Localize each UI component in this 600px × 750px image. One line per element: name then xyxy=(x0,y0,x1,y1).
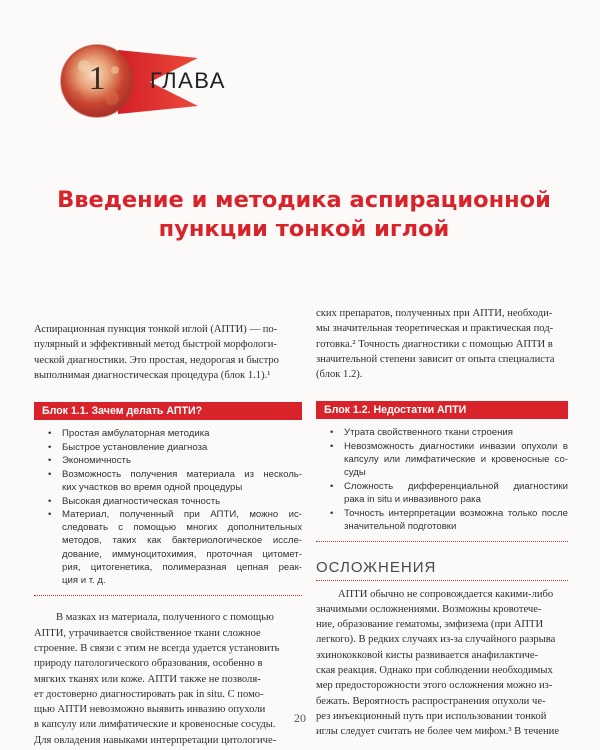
text-line: В мазках из материала, полученного с помощью xyxy=(56,612,274,624)
box-1-2-header: Блок 1.2. Недостатки АПТИ xyxy=(316,401,568,419)
box-1-1-header: Блок 1.1. Зачем делать АПТИ? xyxy=(34,402,302,420)
text-line: готовка.² Точность диагностики с помощью АПТИ в xyxy=(316,338,553,350)
page-number: 20 xyxy=(294,711,306,725)
text-line: эхинококковой кисты развивается анафилактиче- xyxy=(316,649,539,661)
text-line: бежать. Вероятность распространения опухоли че- xyxy=(316,695,546,707)
text-line: ских препаратов, полученных при АПТИ, необходи- xyxy=(316,308,553,319)
text-line: АПТИ, утрачивается свойственное ткани сложное xyxy=(34,627,261,639)
text-line: щью АПТИ невозможно выявить инвазию опухоли xyxy=(34,704,266,716)
text-line: мы значительная теоретическая и практическая под- xyxy=(316,323,554,335)
text-line: выполнимая диагностическая процедура (блок 1.1).¹ xyxy=(34,369,271,381)
list-item: • Экономичность xyxy=(34,454,302,467)
chapter-title-line: пункции тонкой иглой xyxy=(158,216,450,242)
text-line: в капсулу или лимфатические и кровеносные сосуды. xyxy=(34,719,276,731)
text-line: иглы следует считать не более чем мифом.³ В течение xyxy=(316,726,560,738)
chapter-title xyxy=(30,186,578,244)
box-1-1 xyxy=(34,420,302,596)
list-item: • Быстрое установление диагноза xyxy=(34,441,302,454)
chapter-number: 1 xyxy=(88,60,106,97)
text-line: ние, образование гематомы, эмфизема (при АПТИ xyxy=(316,619,544,631)
chapter-header xyxy=(0,0,600,160)
text-line: Аспирационная пункция тонкой иглой (АПТИ) — по- xyxy=(34,324,278,335)
text-line: природу патологического образования, особенно в xyxy=(34,658,263,670)
intro-paragraph xyxy=(34,322,302,383)
text-line: значимыми осложнениями. Возможны кровотече- xyxy=(316,603,542,615)
text-line: рез инъекционный путь при использовании тонкой xyxy=(316,710,547,722)
list-item: • Высокая диагностическая точность xyxy=(34,495,302,508)
chapter-label: ГЛАВА xyxy=(150,68,226,93)
list-item: • Сложность дифференциальной диагностики рака in situ и инвазивного рака xyxy=(316,480,568,506)
left-column xyxy=(34,322,302,748)
text-line: мер предосторожности этого осложнения можно из- xyxy=(316,680,553,692)
text-line: ческой диагностики. Это простая, недорогая и быстро xyxy=(34,354,279,366)
body-paragraph xyxy=(34,610,302,748)
list-item: • Простая амбулаторная методика xyxy=(34,427,302,440)
section-title: ОСЛОЖНЕНИЯ xyxy=(316,560,568,580)
list-item: • Утрата свойственного ткани строения xyxy=(316,426,568,439)
text-line: ская реакция. Однако при соблюдении необходимых xyxy=(316,665,553,677)
chapter-title-line: Введение и методика аспирационной xyxy=(57,187,551,213)
list-item: • Точность интерпретации возможна только после значительной подготовки xyxy=(316,507,568,533)
text-line: строение. В связи с этим не всегда удается установить xyxy=(34,642,280,654)
text-line: Для овладения навыками интерпретации цитологиче- xyxy=(34,734,277,746)
text-line: мягких тканях или коже. АПТИ также не позволя- xyxy=(34,673,261,685)
text-line: (блок 1.2). xyxy=(316,369,363,381)
list-item: • Возможность получения материала из несколь- ких участков во время одной процедуры xyxy=(34,468,302,494)
text-line: ет достоверно диагностировать рак in situ. С помо- xyxy=(34,688,264,700)
right-column xyxy=(316,306,568,740)
box-1-2 xyxy=(316,419,568,542)
text-line: пулярный и эффективный метод быстрой морфологи- xyxy=(34,339,277,351)
list-item: • Материал, полученный при АПТИ, можно ис- следовать с помощью многих дополнительных методов, таких как бактериологическое иссле- дование, иммуноцитохимия, проточная цитомет- рия, цитогенетика, полимеразная цепная реак- ция и т. д. xyxy=(34,508,302,587)
text-line: АПТИ обычно не сопровождается какими-либо xyxy=(338,588,554,600)
text-line: значительной степени зависит от опыта специалиста xyxy=(316,353,555,365)
text-line: легкого). В редких случаях из-за случайного разрыва xyxy=(316,634,556,646)
list-item: • Невозможность диагностики инвазии опухоли в капсулу или лимфатические и кровеносные со- суды xyxy=(316,440,568,479)
continued-paragraph xyxy=(316,306,568,382)
